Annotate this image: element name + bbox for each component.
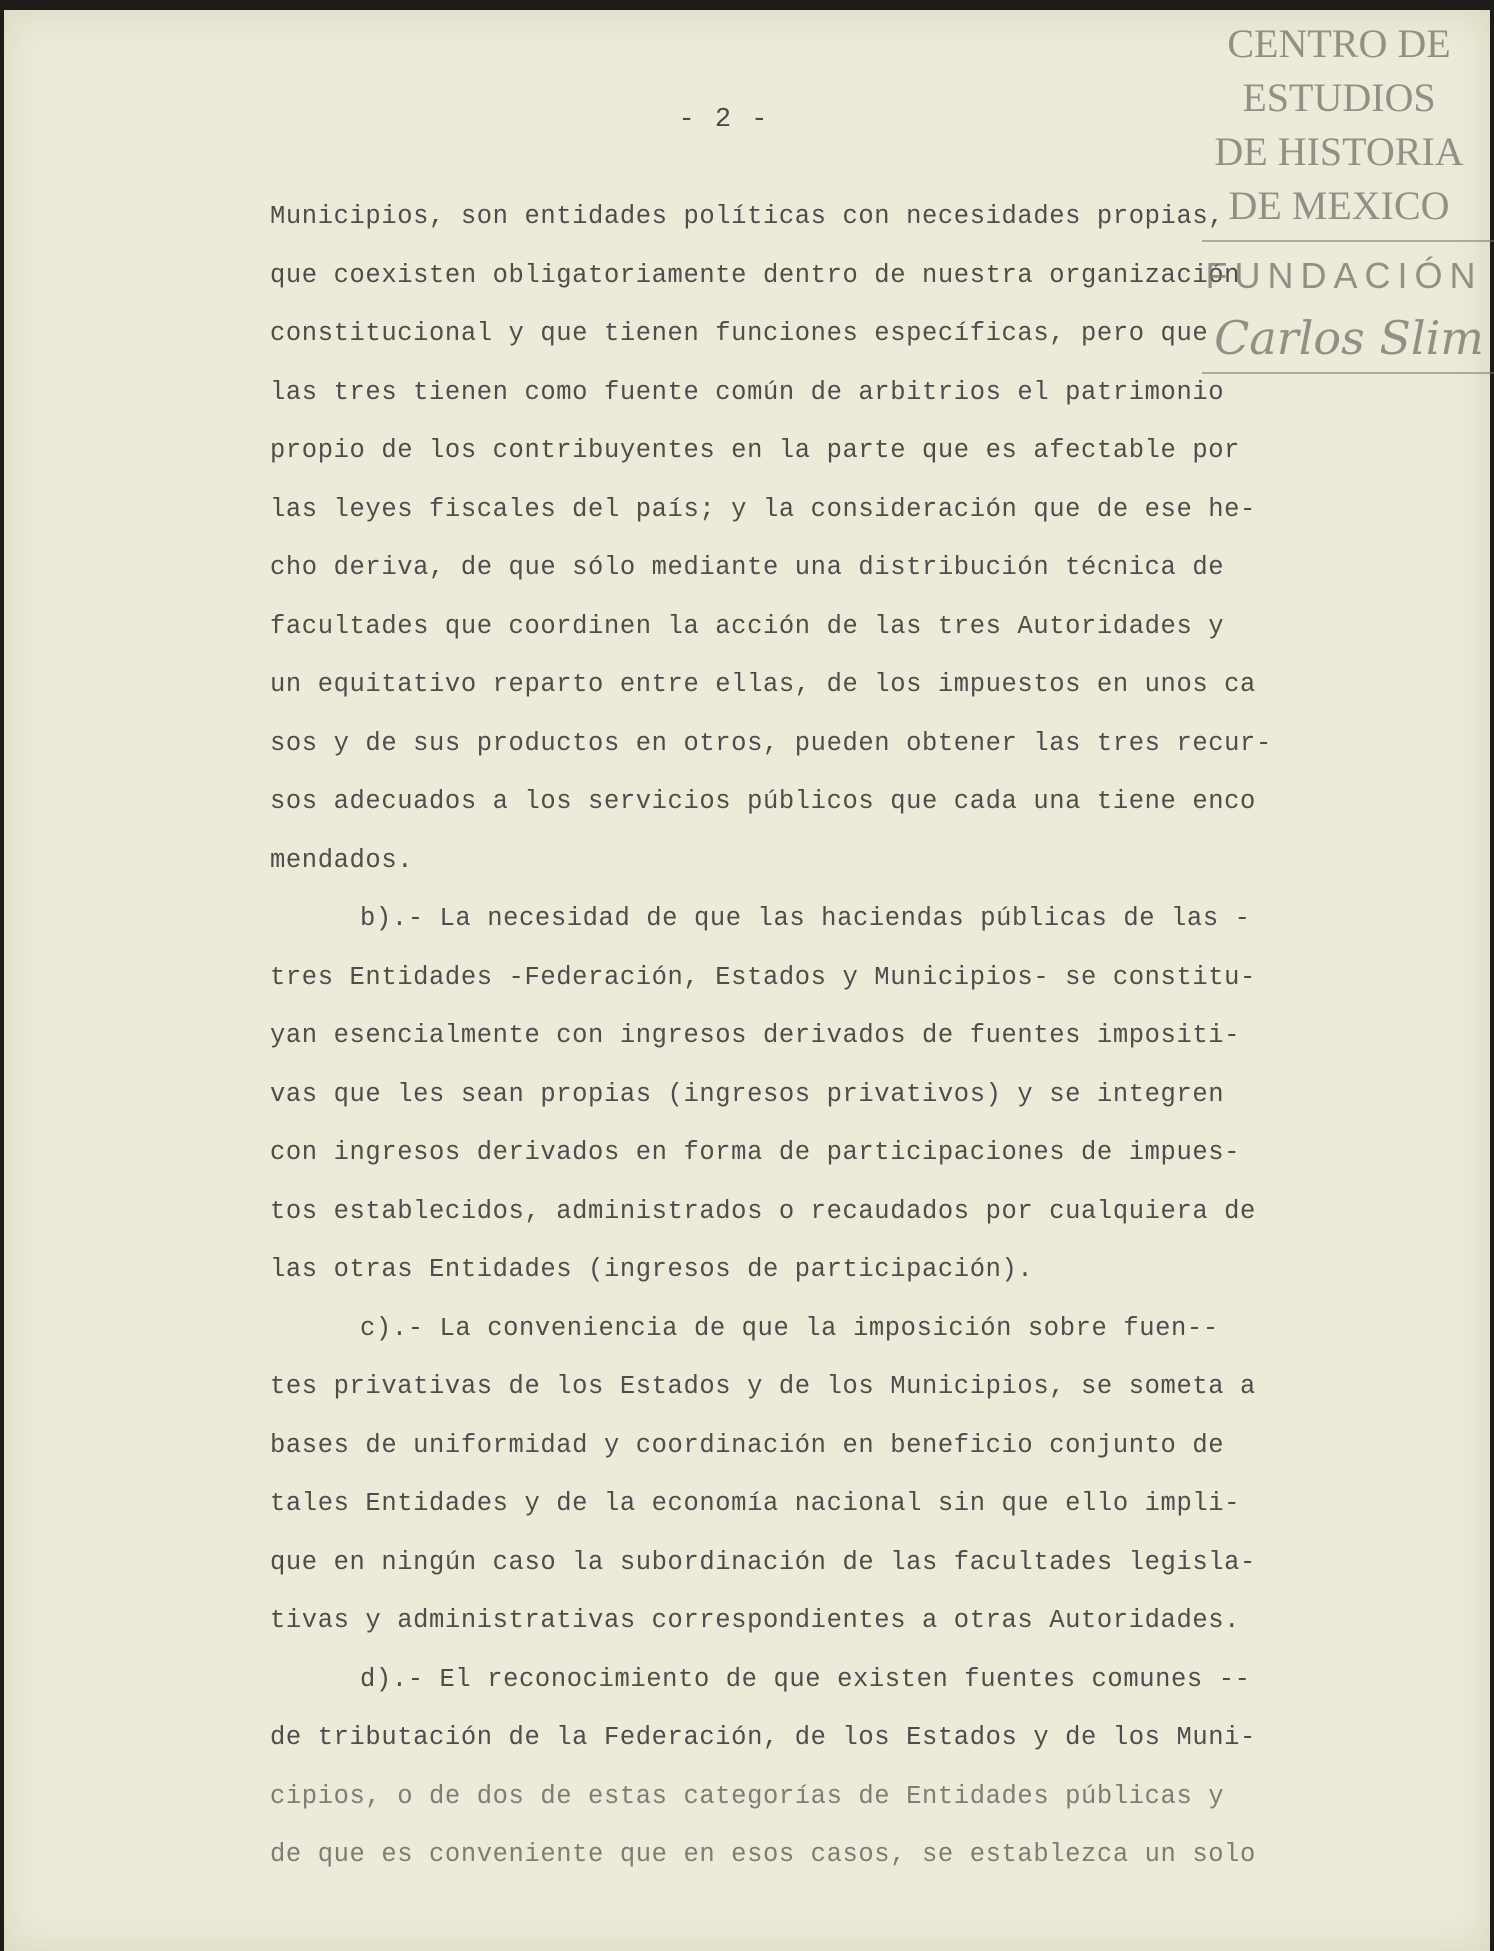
- text-line: que coexisten obligatoriamente dentro de nuestra organización: [270, 260, 1241, 290]
- text-line: de que es conveniente que en esos casos, se establezca un solo: [270, 1840, 1256, 1869]
- paragraph-b-start: b).- La necesidad de que las haciendas públicas de las -: [360, 904, 1251, 933]
- watermark-signature: Carlos Slim: [1214, 311, 1484, 365]
- watermark-divider: [1202, 240, 1494, 242]
- paragraph-d-start: d).- El reconocimiento de que existen fuentes comunes --: [360, 1664, 1251, 1694]
- text-line: de tributación de la Federación, de los Estados y de los Muni-: [270, 1723, 1256, 1752]
- text-line: yan esencialmente con ingresos derivados de fuentes impositi-: [270, 1021, 1241, 1050]
- body-text: [270, 188, 1400, 1885]
- text-line: cipios, o de dos de estas categorías de Entidades públicas y: [270, 1781, 1225, 1811]
- text-line: las leyes fiscales del país; y la consideración que de ese he-: [270, 494, 1256, 524]
- page-number: - 2 -: [678, 105, 770, 135]
- text-line: tales Entidades y de la economía nacional sin que ello impli-: [270, 1489, 1241, 1518]
- text-line: cho deriva, de que sólo mediante una distribución técnica de: [270, 553, 1225, 582]
- text-line: tres Entidades -Federación, Estados y Municipios- se constitu-: [270, 962, 1256, 992]
- text-line: vas que les sean propias (ingresos privativos) y se integren: [270, 1079, 1225, 1109]
- text-line: sos adecuados a los servicios públicos que cada una tiene enco: [270, 787, 1256, 816]
- text-line: sos y de sus productos en otros, pueden obtener las tres recur-: [270, 728, 1272, 758]
- archive-watermark: [1194, 10, 1494, 380]
- text-line: tivas y administrativas correspondientes a otras Autoridades.: [270, 1606, 1241, 1635]
- watermark-line: DE MEXICO: [1228, 183, 1450, 228]
- watermark-line: DE HISTORIA: [1214, 129, 1464, 174]
- text-line: propio de los contribuyentes en la parte que es afectable por: [270, 436, 1241, 465]
- text-line: tes privativas de los Estados y de los Municipios, se someta a: [270, 1372, 1256, 1401]
- watermark-divider: [1202, 372, 1494, 374]
- paragraph-c-start: c).- La conveniencia de que la imposición sobre fuen--: [360, 1313, 1219, 1343]
- text-line: las tres tienen como fuente común de arbitrios el patrimonio: [270, 377, 1225, 407]
- text-line: las otras Entidades (ingresos de participación).: [270, 1255, 1034, 1284]
- text-line: constitucional y que tienen funciones específicas, pero que: [270, 319, 1209, 348]
- watermark-line: ESTUDIOS: [1242, 75, 1436, 120]
- text-line: con ingresos derivados en forma de participaciones de impues-: [270, 1138, 1241, 1167]
- text-line: mendados.: [270, 845, 414, 875]
- text-line: tos establecidos, administrados o recaudados por cualquiera de: [270, 1196, 1256, 1226]
- watermark-line: CENTRO DE: [1227, 21, 1451, 66]
- text-line: facultades que coordinen la acción de las tres Autoridades y: [270, 611, 1225, 641]
- watermark-fundacion: FUNDACIÓN: [1205, 255, 1483, 296]
- text-line: Municipios, son entidades políticas con necesidades propias,: [270, 202, 1225, 231]
- document-page: [4, 10, 1490, 1951]
- text-line: que en ningún caso la subordinación de las facultades legisla-: [270, 1547, 1256, 1577]
- text-line: un equitativo reparto entre ellas, de los impuestos en unos ca: [270, 670, 1256, 699]
- text-line: bases de uniformidad y coordinación en beneficio conjunto de: [270, 1430, 1225, 1460]
